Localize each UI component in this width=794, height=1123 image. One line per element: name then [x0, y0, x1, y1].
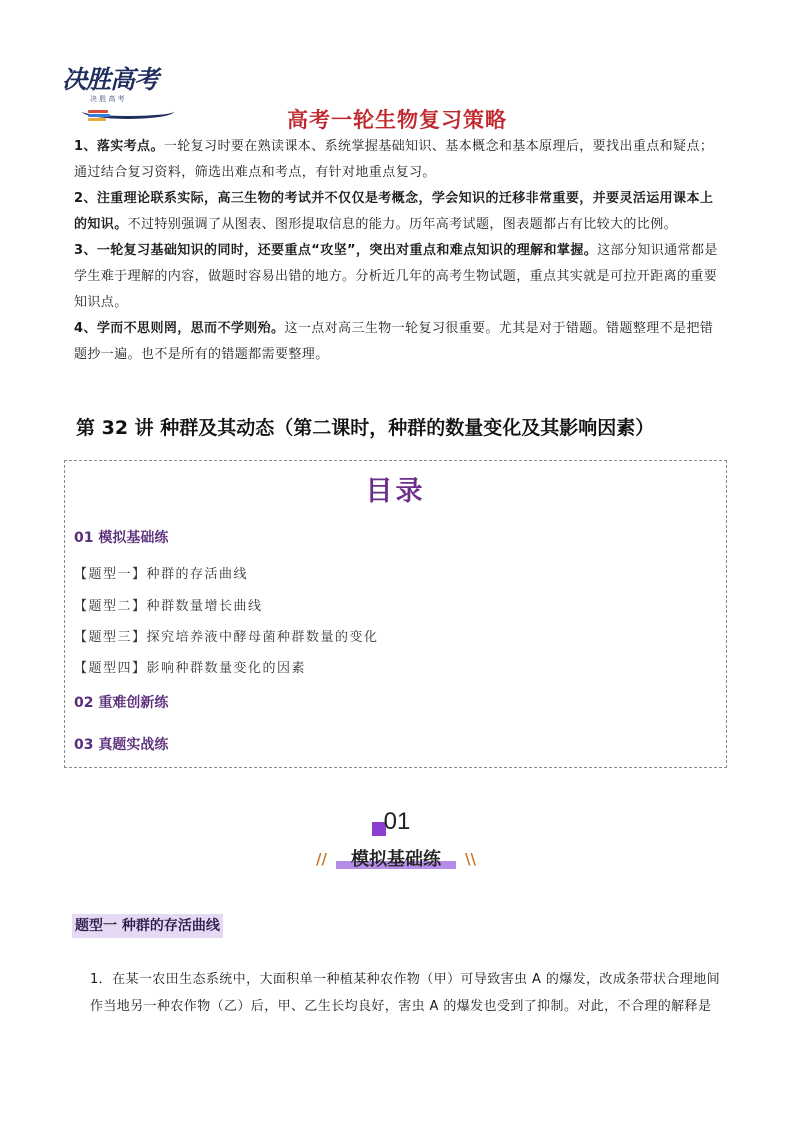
page-title: 高考一轮生物复习策略 — [287, 108, 507, 132]
strategy-text: 不过特别强调了从图表、图形提取信息的能力。历年高考试题，图表题都占有比较大的比例。 — [127, 217, 678, 232]
logo-subtext: 决 胜 高 考 — [90, 95, 125, 103]
table-of-contents — [64, 460, 727, 768]
toc-section-2[interactable]: 02 重难创新练 — [74, 695, 169, 711]
question-type-heading: 题型一 种群的存活曲线 — [72, 914, 223, 938]
strategy-bold: 3、一轮复习基础知识的同时，还要重点“攻坚”，突出对重点和难点知识的理解和掌握。 — [74, 243, 598, 258]
strategy-paragraph — [74, 186, 724, 238]
strategy-bold: 2、注重理论联系实际，高三生物的考试并不仅仅是考概念，学会知识的迁移非常重要，并要灵活运用课本上的知识。 — [74, 191, 714, 232]
toc-item[interactable]: 【题型一】种群的存活曲线 — [74, 567, 249, 582]
strategy-bold: 1、落实考点。 — [74, 139, 164, 154]
toc-item[interactable]: 【题型二】种群数量增长曲线 — [74, 599, 263, 614]
strategy-paragraph — [74, 316, 724, 368]
strategy-text: 这一点对高三生物一轮复习很重要。尤其是对于错题。错题整理不是把错题抄一遍。也不是所有的错题都需要整理。 — [74, 321, 714, 362]
section-banner — [316, 842, 476, 872]
strategy-text: 一轮复习时要在熟读课本、系统掌握基础知识、基本概念和基本原理后，要找出重点和疑点；通过结合复习资料，筛选出难点和考点，有针对地重点复习。 — [74, 139, 714, 180]
strategy-paragraph — [74, 134, 724, 186]
strategy-bold: 4、学而不思则罔，思而不学则殆。 — [74, 321, 285, 336]
question-text: 1．在某一农田生态系统中，大面积单一种植某种农作物（甲）可导致害虫 A 的爆发，改成条带状合理地间作当地另一种农作物（乙）后，甲、乙生长均良好，害虫 A 的爆发也受到了抑制。对此，不合理的解释是 — [90, 972, 721, 1014]
toc-title: 目录 — [365, 476, 426, 507]
section-number: 01 — [383, 808, 411, 835]
backslash-decoration-icon: \\ — [465, 850, 476, 868]
section-label: 模拟基础练 — [351, 849, 441, 870]
strategy-text: 这部分知识通常都是学生难于理解的内容，做题时容易出错的地方。分析近几年的高考生物试题，重点其实就是可拉开距离的重要知识点。 — [74, 243, 718, 310]
strategy-paragraph — [74, 238, 724, 316]
toc-section-3[interactable]: 03 真题实战练 — [74, 737, 169, 753]
logo-text: 决胜高考 — [62, 65, 159, 94]
toc-section-1[interactable]: 01 模拟基础练 — [74, 530, 169, 546]
toc-item[interactable]: 【题型四】影响种群数量变化的因素 — [74, 661, 307, 676]
toc-item[interactable]: 【题型三】探究培养液中酵母菌种群数量的变化 — [74, 630, 379, 645]
slash-decoration-icon: // — [316, 850, 327, 868]
strategy-section — [74, 134, 724, 368]
lecture-title: 第 32 讲 种群及其动态（第二课时，种群的数量变化及其影响因素） — [76, 417, 655, 439]
